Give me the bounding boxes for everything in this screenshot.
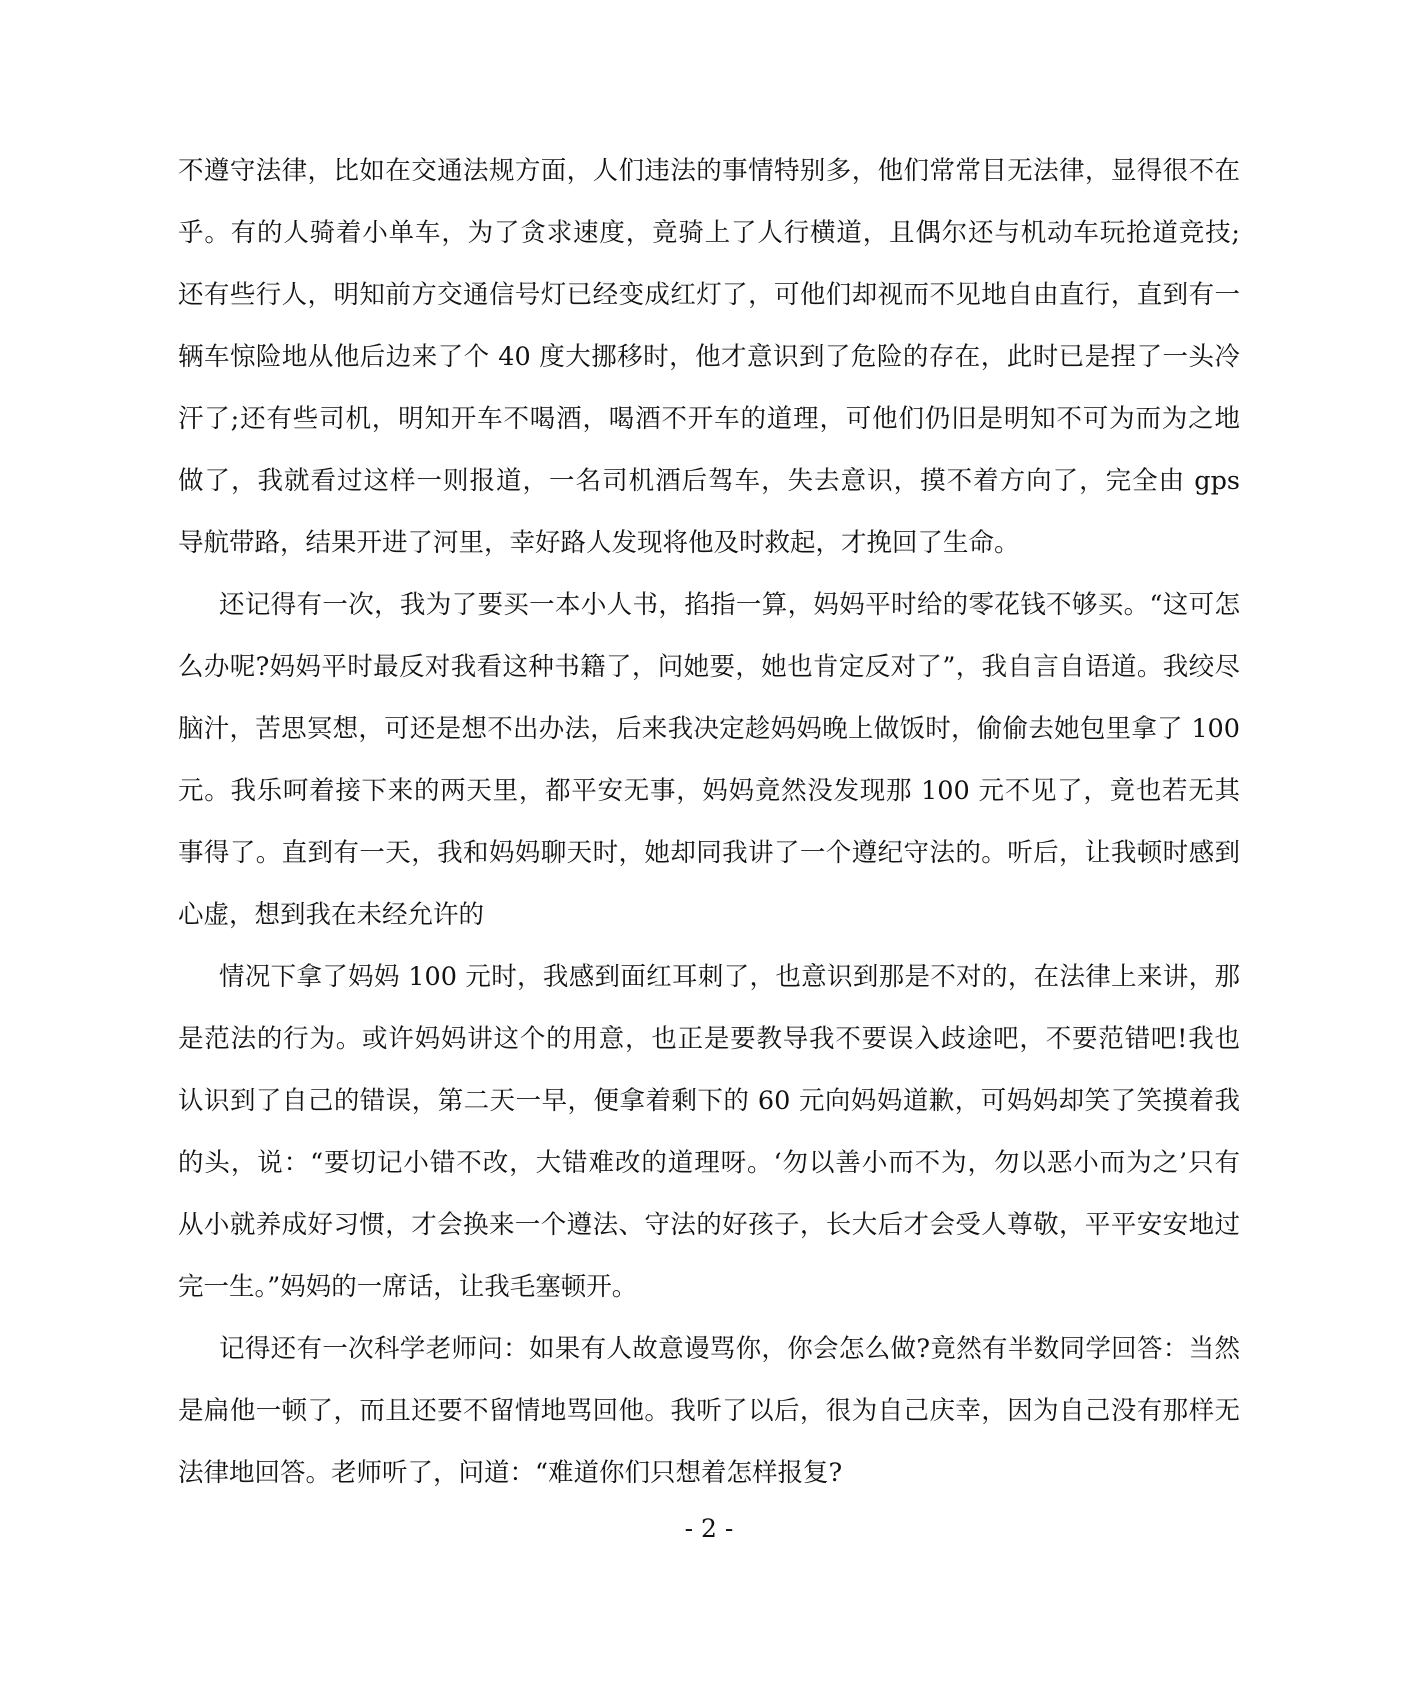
paragraph-first-line: 还记得有一次，我为了要买一本小人书，掐指一算，妈妈平时给的零花钱不够买。“这可怎 xyxy=(219,590,1240,620)
text-line: 完一生。”妈妈的一席话，让我毛塞顿开。 xyxy=(178,1272,638,1302)
text-line: 脑汁，苦思冥想，可还是想不出办法，后来我决定趁妈妈晚上做饭时，偷偷去她包里拿了 100 xyxy=(178,714,1240,744)
text-line: 是范法的行为。或许妈妈讲这个的用意，也正是要教导我不要误入歧途吧，不要范错吧!我也 xyxy=(178,1024,1240,1054)
paragraph-first-line: 情况下拿了妈妈 100 元时，我感到面红耳刺了，也意识到那是不对的，在法律上来讲，那 xyxy=(219,962,1240,992)
text-line: 法律地回答。老师听了，问道：“难道你们只想着怎样报复? xyxy=(178,1458,843,1488)
text-line: 导航带路，结果开进了河里，幸好路人发现将他及时救起，才挽回了生命。 xyxy=(178,528,1020,558)
text-line: 心虚，想到我在未经允许的 xyxy=(178,900,485,930)
text-line: 汗了;还有些司机，明知开车不喝酒，喝酒不开车的道理，可他们仍旧是明知不可为而为之地 xyxy=(178,404,1240,434)
text-line: 是扁他一顿了，而且还要不留情地骂回他。我听了以后，很为自己庆幸，因为自己没有那样无 xyxy=(178,1396,1240,1426)
text-line: 从小就养成好习惯，才会换来一个遵法、守法的好孩子，长大后才会受人尊敬，平平安安地过 xyxy=(178,1210,1240,1240)
text-line: 元。我乐呵着接下来的两天里，都平安无事，妈妈竟然没发现那 100 元不见了，竟也若无其 xyxy=(178,776,1240,806)
text-line: 做了，我就看过这样一则报道，一名司机酒后驾车，失去意识，摸不着方向了，完全由 gps xyxy=(178,466,1240,496)
text-line: 事得了。直到有一天，我和妈妈聊天时，她却同我讲了一个遵纪守法的。听后，让我顿时感到 xyxy=(178,838,1240,868)
page-number: - 2 - xyxy=(684,1514,734,1543)
text-line: 还有些行人，明知前方交通信号灯已经变成红灯了，可他们却视而不见地自由直行，直到有一 xyxy=(178,280,1240,310)
text-line: 么办呢?妈妈平时最反对我看这种书籍了，问她要，她也肯定反对了”，我自言自语道。我绞尽 xyxy=(178,652,1240,682)
text-line: 认识到了自己的错误，第二天一早，便拿着剩下的 60 元向妈妈道歉，可妈妈却笑了笑摸着我 xyxy=(178,1086,1240,1116)
text-line: 的头，说：“要切记小错不改，大错难改的道理呀。‘勿以善小而不为，勿以恶小而为之’只有 xyxy=(178,1148,1240,1178)
paragraph-first-line: 记得还有一次科学老师问：如果有人故意谩骂你，你会怎么做?竟然有半数同学回答：当然 xyxy=(219,1334,1240,1364)
text-line: 不遵守法律，比如在交通法规方面，人们违法的事情特别多，他们常常目无法律，显得很不在 xyxy=(178,156,1240,186)
text-line: 辆车惊险地从他后边来了个 40 度大挪移时，他才意识到了危险的存在，此时已是捏了一头冷 xyxy=(178,342,1240,372)
document-body xyxy=(178,140,1240,1504)
text-line: 乎。有的人骑着小单车，为了贪求速度，竟骑上了人行横道，且偶尔还与机动车玩抢道竞技; xyxy=(178,218,1240,248)
